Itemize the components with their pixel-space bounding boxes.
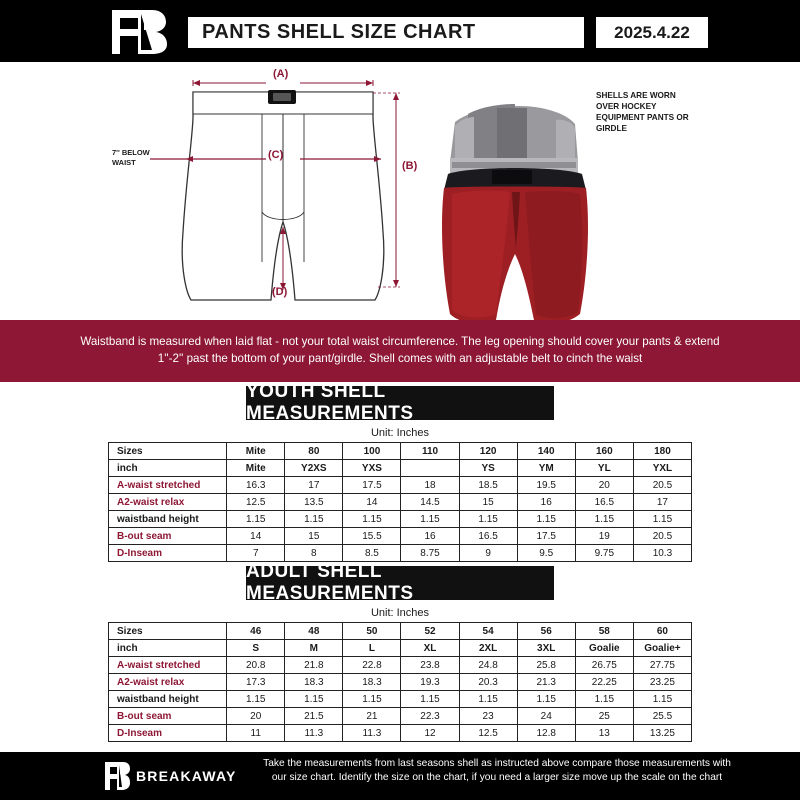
adult-col-1: 46 bbox=[227, 623, 285, 640]
adult-r1-c2: 22.8 bbox=[343, 657, 401, 674]
adult-r4-c7: 25.5 bbox=[633, 708, 691, 725]
youth-r4-c1: 15 bbox=[285, 528, 343, 545]
table-row bbox=[109, 657, 692, 674]
adult-r0-c1: M bbox=[285, 640, 343, 657]
label-a: (A) bbox=[273, 68, 289, 80]
adult-size-table bbox=[108, 622, 692, 742]
adult-col-8: 60 bbox=[633, 623, 691, 640]
adult-r5-c6: 13 bbox=[575, 725, 633, 742]
adult-r3-c6: 1.15 bbox=[575, 691, 633, 708]
adult-r4-c2: 21 bbox=[343, 708, 401, 725]
date-badge bbox=[596, 17, 708, 48]
breakaway-b-logo-icon bbox=[104, 761, 130, 791]
adult-r5-c5: 12.8 bbox=[517, 725, 575, 742]
adult-r5-c0: 11 bbox=[227, 725, 285, 742]
adult-r0-c3: XL bbox=[401, 640, 459, 657]
youth-r0-c2: YXS bbox=[343, 460, 401, 477]
youth-col-8: 180 bbox=[633, 443, 691, 460]
youth-r1-c3: 18 bbox=[401, 477, 459, 494]
youth-col-4: 110 bbox=[401, 443, 459, 460]
youth-row-0-label: inch bbox=[109, 460, 227, 477]
adult-r2-c3: 19.3 bbox=[401, 674, 459, 691]
youth-r1-c2: 17.5 bbox=[343, 477, 401, 494]
youth-r4-c7: 20.5 bbox=[633, 528, 691, 545]
adult-banner-text: ADULT SHELL MEASUREMENTS bbox=[246, 561, 414, 604]
adult-r3-c7: 1.15 bbox=[633, 691, 691, 708]
page-title-text: PANTS SHELL SIZE CHART bbox=[202, 21, 476, 43]
adult-unit-row bbox=[0, 604, 800, 622]
adult-r1-c7: 27.75 bbox=[633, 657, 691, 674]
shell-note: SHELLS ARE WORN OVER HOCKEY EQUIPMENT PANTS OR GIRDLE bbox=[596, 91, 689, 134]
youth-size-table bbox=[108, 442, 692, 562]
youth-r4-c3: 16 bbox=[401, 528, 459, 545]
adult-col-5: 54 bbox=[459, 623, 517, 640]
table-header-row bbox=[109, 443, 692, 460]
adult-col-2: 48 bbox=[285, 623, 343, 640]
measurement-callout-text: Waistband is measured when laid flat - not your total waist circumference. The leg opening should cover your pants & extend 1''-2'' past the bottom of your pant/girdle. Shell comes with an adjustable belt to cinch the waist bbox=[80, 335, 720, 365]
adult-r5-c4: 12.5 bbox=[459, 725, 517, 742]
youth-r1-c4: 18.5 bbox=[459, 477, 517, 494]
adult-r3-c5: 1.15 bbox=[517, 691, 575, 708]
adult-r2-c7: 23.25 bbox=[633, 674, 691, 691]
adult-r1-c1: 21.8 bbox=[285, 657, 343, 674]
youth-row-1-label: A-waist stretched bbox=[109, 477, 227, 494]
table-header-row bbox=[109, 623, 692, 640]
adult-col-3: 50 bbox=[343, 623, 401, 640]
adult-r4-c0: 20 bbox=[227, 708, 285, 725]
adult-row-4-label: B-out seam bbox=[109, 708, 227, 725]
table-row bbox=[109, 528, 692, 545]
youth-r5-c4: 9 bbox=[459, 545, 517, 562]
youth-unit-row bbox=[0, 424, 800, 442]
youth-col-1: Mite bbox=[227, 443, 285, 460]
table-row bbox=[109, 511, 692, 528]
youth-banner-text: YOUTH SHELL MEASUREMENTS bbox=[246, 381, 414, 424]
adult-col-7: 58 bbox=[575, 623, 633, 640]
youth-r5-c0: 7 bbox=[227, 545, 285, 562]
adult-r0-c4: 2XL bbox=[459, 640, 517, 657]
youth-col-6: 140 bbox=[517, 443, 575, 460]
adult-row-5-label: D-Inseam bbox=[109, 725, 227, 742]
youth-col-7: 160 bbox=[575, 443, 633, 460]
table-row bbox=[109, 494, 692, 511]
youth-r3-c3: 1.15 bbox=[401, 511, 459, 528]
adult-r2-c4: 20.3 bbox=[459, 674, 517, 691]
adult-unit-text: Unit: Inches bbox=[370, 607, 430, 619]
adult-r1-c3: 23.8 bbox=[401, 657, 459, 674]
adult-r0-c0: S bbox=[227, 640, 285, 657]
adult-r3-c4: 1.15 bbox=[459, 691, 517, 708]
diagram-area bbox=[0, 62, 800, 320]
youth-r5-c1: 8 bbox=[285, 545, 343, 562]
footer-brand-name: BREAKAWAY bbox=[136, 768, 237, 784]
youth-r2-c2: 14 bbox=[343, 494, 401, 511]
youth-r0-c5: YM bbox=[517, 460, 575, 477]
adult-r1-c5: 25.8 bbox=[517, 657, 575, 674]
youth-r2-c4: 15 bbox=[459, 494, 517, 511]
youth-r1-c7: 20.5 bbox=[633, 477, 691, 494]
youth-r5-c2: 8.5 bbox=[343, 545, 401, 562]
adult-r2-c1: 18.3 bbox=[285, 674, 343, 691]
adult-row-0-label: inch bbox=[109, 640, 227, 657]
measurement-callout bbox=[0, 320, 800, 382]
youth-r2-c7: 17 bbox=[633, 494, 691, 511]
youth-row-2-label: A2-waist relax bbox=[109, 494, 227, 511]
adult-r2-c2: 18.3 bbox=[343, 674, 401, 691]
adult-r3-c2: 1.15 bbox=[343, 691, 401, 708]
youth-r3-c0: 1.15 bbox=[227, 511, 285, 528]
table-row bbox=[109, 708, 692, 725]
youth-r0-c7: YXL bbox=[633, 460, 691, 477]
youth-row-5-label: D-Inseam bbox=[109, 545, 227, 562]
youth-r2-c3: 14.5 bbox=[401, 494, 459, 511]
footer-instructions: Take the measurements from last seasons shell as instructed above compare those measurements with our size chart. Identify the size on the chart, if you need a larger size move up the scale on the chart bbox=[263, 758, 731, 784]
adult-r2-c0: 17.3 bbox=[227, 674, 285, 691]
youth-r1-c5: 19.5 bbox=[517, 477, 575, 494]
youth-row-4-label: B-out seam bbox=[109, 528, 227, 545]
date-text: 2025.4.22 bbox=[614, 22, 690, 42]
label-d: (D) bbox=[272, 286, 288, 298]
adult-r3-c3: 1.15 bbox=[401, 691, 459, 708]
adult-row-2-label: A2-waist relax bbox=[109, 674, 227, 691]
adult-r1-c6: 26.75 bbox=[575, 657, 633, 674]
youth-r2-c5: 16 bbox=[517, 494, 575, 511]
youth-r3-c1: 1.15 bbox=[285, 511, 343, 528]
footer bbox=[0, 752, 800, 800]
adult-r1-c4: 24.8 bbox=[459, 657, 517, 674]
youth-r0-c0: Mite bbox=[227, 460, 285, 477]
adult-r0-c5: 3XL bbox=[517, 640, 575, 657]
youth-unit-text: Unit: Inches bbox=[370, 427, 430, 439]
youth-col-2: 80 bbox=[285, 443, 343, 460]
adult-r5-c1: 11.3 bbox=[285, 725, 343, 742]
adult-r4-c4: 23 bbox=[459, 708, 517, 725]
adult-r0-c2: L bbox=[343, 640, 401, 657]
youth-r1-c0: 16.3 bbox=[227, 477, 285, 494]
youth-r3-c4: 1.15 bbox=[459, 511, 517, 528]
adult-r4-c3: 22.3 bbox=[401, 708, 459, 725]
adult-col-4: 52 bbox=[401, 623, 459, 640]
breakaway-b-logo-icon bbox=[108, 8, 168, 56]
adult-r2-c6: 22.25 bbox=[575, 674, 633, 691]
adult-r1-c0: 20.8 bbox=[227, 657, 285, 674]
adult-col-0: Sizes bbox=[109, 623, 227, 640]
adult-row-1-label: A-waist stretched bbox=[109, 657, 227, 674]
below-waist-label: 7'' BELOW WAIST bbox=[112, 148, 150, 167]
youth-r1-c6: 20 bbox=[575, 477, 633, 494]
header bbox=[0, 0, 800, 62]
table-row bbox=[109, 460, 692, 477]
adult-col-6: 56 bbox=[517, 623, 575, 640]
youth-r4-c6: 19 bbox=[575, 528, 633, 545]
youth-r0-c4: YS bbox=[459, 460, 517, 477]
youth-col-0: Sizes bbox=[109, 443, 227, 460]
table-row bbox=[109, 640, 692, 657]
youth-row-3-label: waistband height bbox=[109, 511, 227, 528]
page-title bbox=[188, 17, 584, 48]
youth-r0-c1: Y2XS bbox=[285, 460, 343, 477]
youth-r4-c4: 16.5 bbox=[459, 528, 517, 545]
youth-section-banner bbox=[0, 382, 800, 424]
youth-r5-c5: 9.5 bbox=[517, 545, 575, 562]
table-row bbox=[109, 674, 692, 691]
youth-r0-c3 bbox=[401, 460, 459, 477]
youth-r2-c6: 16.5 bbox=[575, 494, 633, 511]
label-b: (B) bbox=[402, 160, 418, 172]
youth-r2-c0: 12.5 bbox=[227, 494, 285, 511]
table-row bbox=[109, 691, 692, 708]
youth-r4-c2: 15.5 bbox=[343, 528, 401, 545]
youth-r3-c7: 1.15 bbox=[633, 511, 691, 528]
table-row bbox=[109, 477, 692, 494]
adult-r4-c5: 24 bbox=[517, 708, 575, 725]
adult-r5-c3: 12 bbox=[401, 725, 459, 742]
youth-r5-c6: 9.75 bbox=[575, 545, 633, 562]
table-row bbox=[109, 725, 692, 742]
youth-r2-c1: 13.5 bbox=[285, 494, 343, 511]
adult-r4-c1: 21.5 bbox=[285, 708, 343, 725]
youth-r4-c0: 14 bbox=[227, 528, 285, 545]
adult-section-banner bbox=[0, 562, 800, 604]
youth-r3-c6: 1.15 bbox=[575, 511, 633, 528]
youth-r4-c5: 17.5 bbox=[517, 528, 575, 545]
table-row bbox=[109, 545, 692, 562]
adult-r0-c6: Goalie bbox=[575, 640, 633, 657]
footer-brand bbox=[104, 760, 254, 792]
adult-r5-c7: 13.25 bbox=[633, 725, 691, 742]
youth-col-5: 120 bbox=[459, 443, 517, 460]
adult-r0-c7: Goalie+ bbox=[633, 640, 691, 657]
youth-r0-c6: YL bbox=[575, 460, 633, 477]
adult-r3-c0: 1.15 bbox=[227, 691, 285, 708]
youth-r5-c3: 8.75 bbox=[401, 545, 459, 562]
adult-row-3-label: waistband height bbox=[109, 691, 227, 708]
youth-r1-c1: 17 bbox=[285, 477, 343, 494]
youth-r5-c7: 10.3 bbox=[633, 545, 691, 562]
youth-col-3: 100 bbox=[343, 443, 401, 460]
adult-r4-c6: 25 bbox=[575, 708, 633, 725]
adult-r5-c2: 11.3 bbox=[343, 725, 401, 742]
youth-r3-c2: 1.15 bbox=[343, 511, 401, 528]
adult-r3-c1: 1.15 bbox=[285, 691, 343, 708]
label-c: (C) bbox=[268, 149, 284, 161]
adult-r2-c5: 21.3 bbox=[517, 674, 575, 691]
youth-r3-c5: 1.15 bbox=[517, 511, 575, 528]
